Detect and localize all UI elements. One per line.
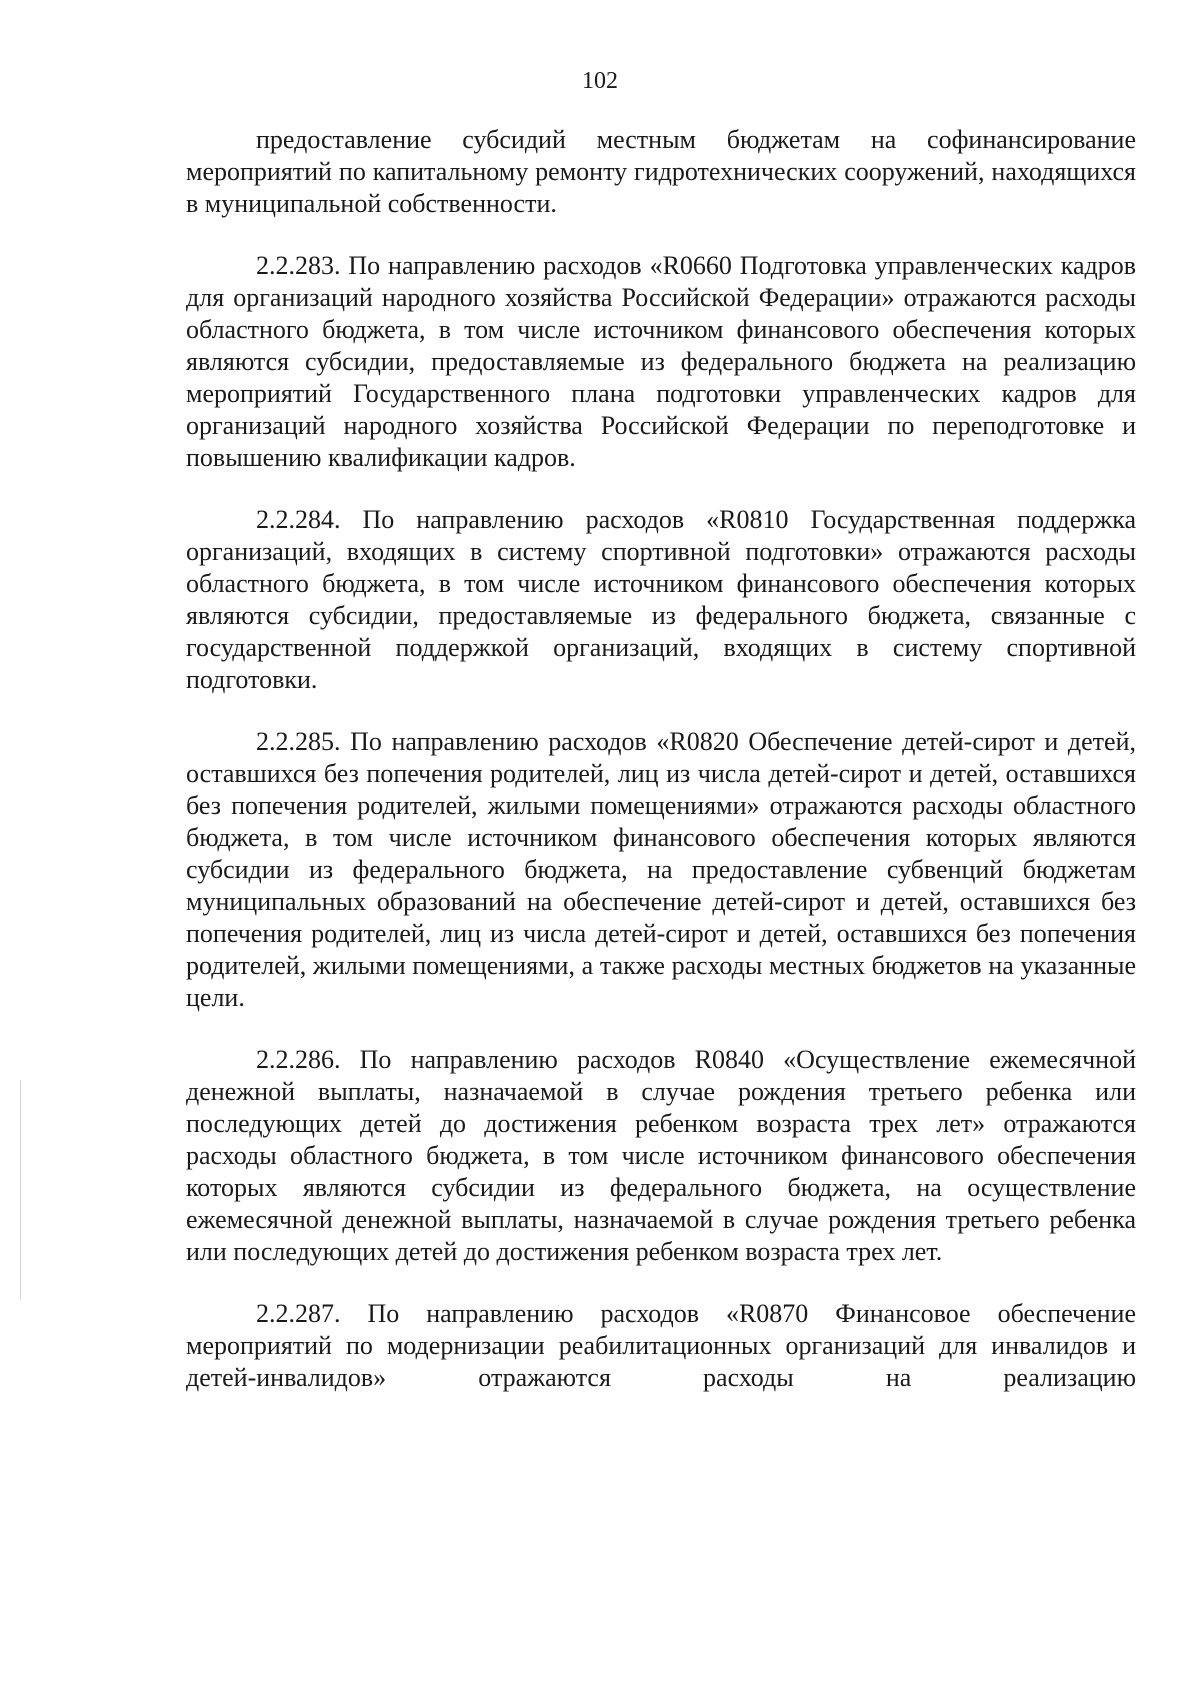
- paragraph-2-2-284: 2.2.284. По направлению расходов «R0810 Государственная поддержка организаций, входящих в систему спортивной подготовки» отражаются расходы областного бюджета, в том числе источником финансового обеспечения которых являются субсидии, предоставляемые из федерального бюджета, связанные с государственной поддержкой организаций, входящих в систему спортивной подготовки.: [186, 505, 1136, 694]
- page-number: 102: [582, 68, 618, 94]
- paragraph-2-2-286: 2.2.286. По направлению расходов R0840 «Осуществление ежемесячной денежной выплаты, назначаемой в случае рождения третьего ребенка или последующих детей до достижения ребенком возраста трех лет» отражаются расходы областного бюджета, в том числе источником финансового обеспечения которых являются субсидии из федерального бюджета, на осуществление ежемесячной денежной выплаты, назначаемой в случае рождения третьего ребенка или последующих детей до достижения ребенком возраста трех лет.: [186, 1045, 1136, 1266]
- document-body: [186, 124, 1136, 1394]
- paragraph-2-2-287: 2.2.287. По направлению расходов «R0870 Финансовое обеспечение мероприятий по модернизации реабилитационных организаций для инвалидов и детей-инвалидов» отражаются расходы на реализацию: [186, 1299, 1136, 1392]
- paragraph-2-2-283: 2.2.283. По направлению расходов «R0660 Подготовка управленческих кадров для организаций народного хозяйства Российской Федерации» отражаются расходы областного бюджета, в том числе источником финансового обеспечения которых являются субсидии, предоставляемые из федерального бюджета на реализацию мероприятий Государственного плана подготовки управленческих кадров для организаций народного хозяйства Российской Федерации по переподготовке и повышению квалификации кадров.: [186, 251, 1136, 472]
- paragraph-2-2-285: 2.2.285. По направлению расходов «R0820 Обеспечение детей-сирот и детей, оставшихся без попечения родителей, лиц из числа детей-сирот и детей, оставшихся без попечения родителей, жилыми помещениями» отражаются расходы областного бюджета, в том числе источником финансового обеспечения которых являются субсидии из федерального бюджета, на предоставление субвенций бюджетам муниципальных образований на обеспечение детей-сирот и детей, оставшихся без попечения родителей, лиц из числа детей-сирот и детей, оставшихся без попечения родителей, жилыми помещениями, а также расходы местных бюджетов на указанные цели.: [186, 727, 1136, 1012]
- paragraph-continuation: предоставление субсидий местным бюджетам на софинансирование мероприятий по капитальному ремонту гидротехнических сооружений, находящихся в муниципальной собственности.: [186, 125, 1136, 218]
- scan-margin-line: [20, 1080, 21, 1300]
